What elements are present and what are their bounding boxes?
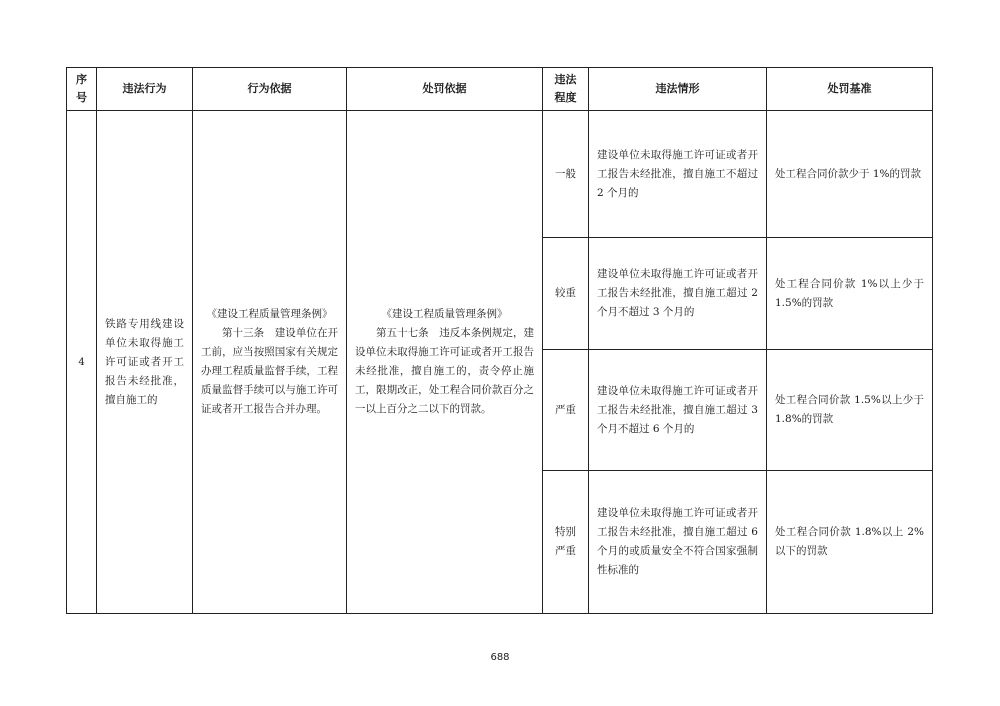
row-behavior-basis <box>193 111 347 614</box>
degree-level-4: 特别严重 <box>543 471 589 614</box>
header-seq: 序号 <box>67 68 97 111</box>
circumstance-level-2: 建设单位未取得施工许可证或者开工报告未经批准，擅自施工超过 2 个月不超过 3 个月的 <box>589 238 767 350</box>
table-header-row <box>67 68 933 111</box>
header-circumstance: 违法情形 <box>589 68 767 111</box>
penalty-basis-title: 《建设工程质量管理条例》 <box>381 308 508 320</box>
row-seq: 4 <box>67 111 97 614</box>
circumstance-level-1: 建设单位未取得施工许可证或者开工报告未经批准，擅自施工不超过 2 个月的 <box>589 111 767 238</box>
standard-level-4: 处工程合同价款 1.8%以上 2%以下的罚款 <box>767 471 933 614</box>
table-row <box>67 111 933 238</box>
behavior-basis-text: 第十三条 建设单位在开工前，应当按照国家有关规定办理工程质量监督手续，工程质量监督手续可以与施工许可证或者开工报告合并办理。 <box>201 327 338 415</box>
standard-level-3: 处工程合同价款 1.5%以上少于 1.8%的罚款 <box>767 350 933 471</box>
header-violation: 违法行为 <box>97 68 193 111</box>
degree-level-1: 一般 <box>543 111 589 238</box>
violation-text: 铁路专用线建设单位未取得施工许可证或者开工报告未经批准，擅自施工的 <box>105 317 184 406</box>
circumstance-level-3: 建设单位未取得施工许可证或者开工报告未经批准，擅自施工超过 3 个月不超过 6 个月的 <box>589 350 767 471</box>
header-degree: 违法程度 <box>543 68 589 111</box>
behavior-basis-title: 《建设工程质量管理条例》 <box>206 308 333 320</box>
row-violation <box>97 111 193 614</box>
header-penalty-basis: 处罚依据 <box>347 68 543 111</box>
degree-level-3: 严重 <box>543 350 589 471</box>
row-penalty-basis <box>347 111 543 614</box>
standard-level-1: 处工程合同价款少于 1%的罚款 <box>767 111 933 238</box>
header-standard: 处罚基准 <box>767 68 933 111</box>
circumstance-level-4: 建设单位未取得施工许可证或者开工报告未经批准，擅自施工超过 6 个月的或质量安全不符合国家强制性标准的 <box>589 471 767 614</box>
header-behavior-basis: 行为依据 <box>193 68 347 111</box>
degree-level-2: 较重 <box>543 238 589 350</box>
page-number: 688 <box>490 652 510 663</box>
penalty-standard-table <box>66 67 933 614</box>
standard-level-2: 处工程合同价款 1%以上少于 1.5%的罚款 <box>767 238 933 350</box>
penalty-basis-text: 第五十七条 违反本条例规定，建设单位未取得施工许可证或者开工报告未经批准，擅自施工的，责令停止施工，限期改正，处工程合同价款百分之一以上百分之二以下的罚款。 <box>355 327 534 415</box>
